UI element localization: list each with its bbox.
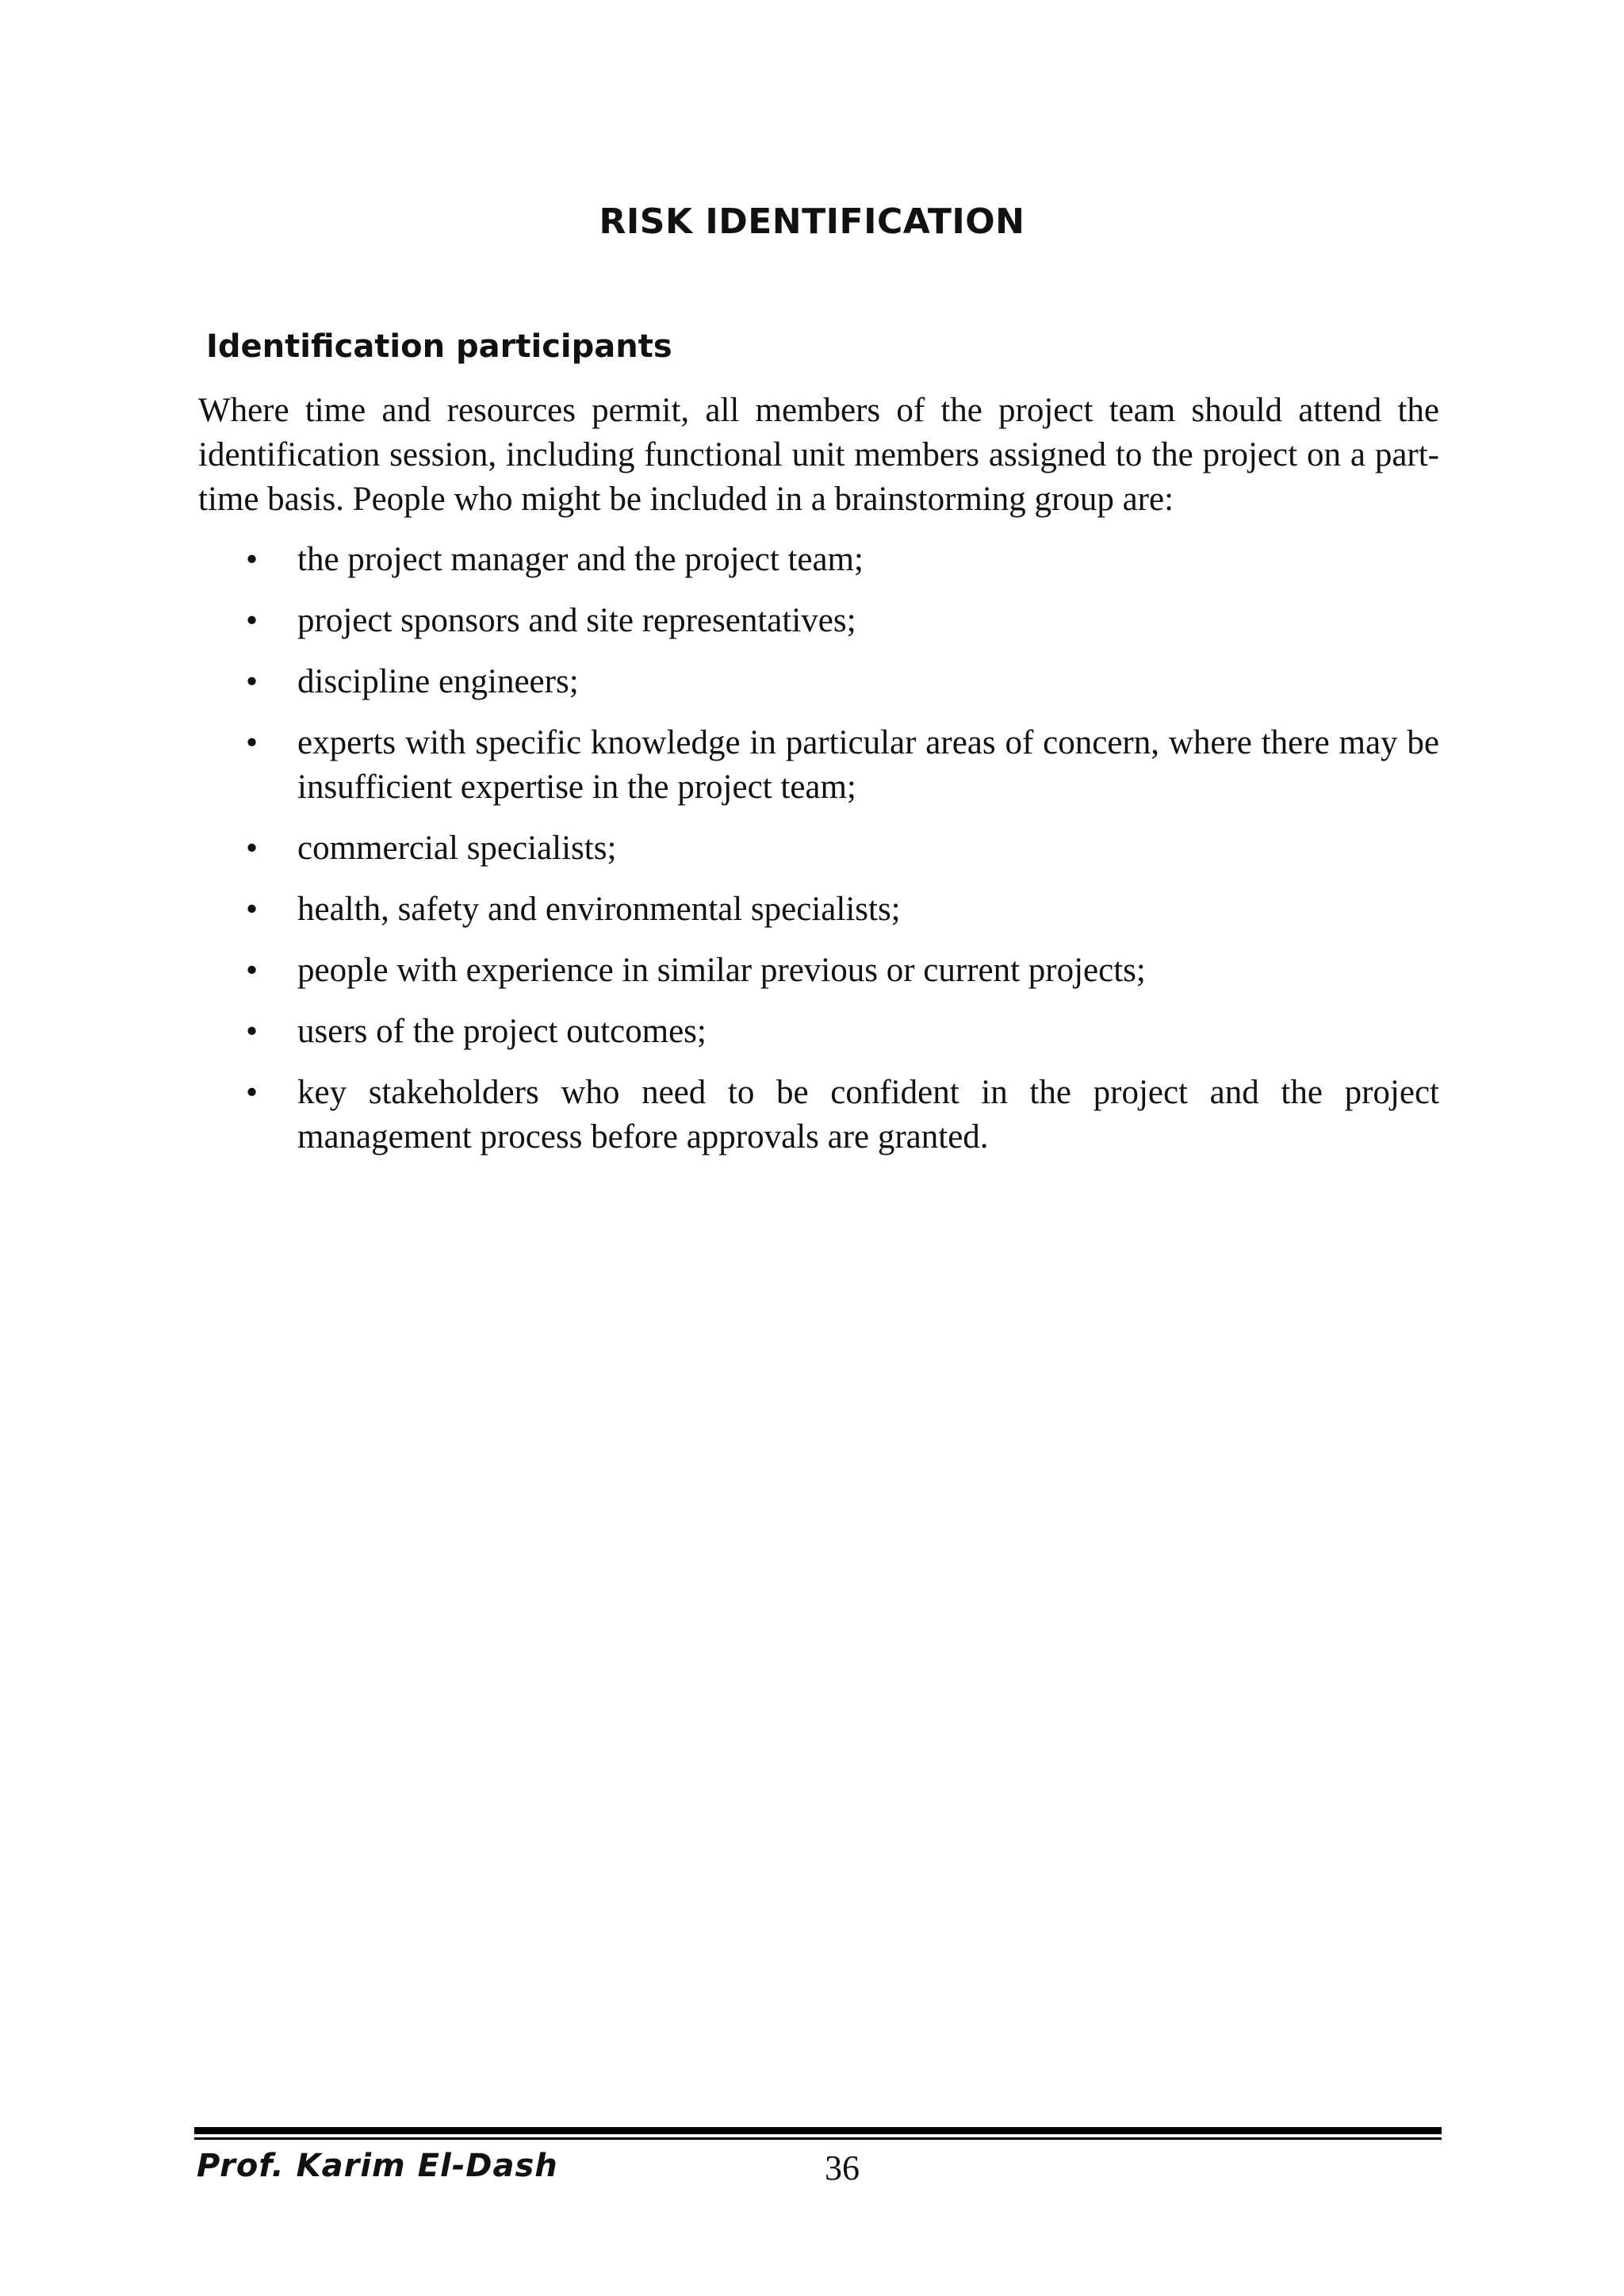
bullet-icon: • bbox=[246, 830, 259, 867]
list-item-text: people with experience in similar previous or current projects; bbox=[297, 952, 1146, 989]
list-item bbox=[198, 721, 1439, 810]
list-item bbox=[198, 1010, 1439, 1054]
body-content bbox=[198, 389, 1439, 1176]
intro-paragraph: Where time and resources permit, all members of the project team should attend the identification session, including functional unit members assigned to the project on a part-time basis. People who might be included in a brainstorming group are: bbox=[198, 392, 1439, 518]
footer-divider-thin bbox=[194, 2137, 1442, 2140]
list-item bbox=[198, 826, 1439, 871]
bullet-icon: • bbox=[246, 952, 259, 989]
list-item-text: experts with specific knowledge in particular areas of concern, where there may be insufficient expertise in the project team; bbox=[297, 724, 1439, 806]
list-item bbox=[198, 660, 1439, 704]
list-item bbox=[198, 599, 1439, 643]
footer-divider-thick bbox=[194, 2127, 1442, 2134]
section-heading: Identification participants bbox=[206, 328, 672, 365]
bullet-icon: • bbox=[246, 663, 259, 700]
bullet-icon: • bbox=[246, 1013, 259, 1050]
list-item-text: the project manager and the project team; bbox=[297, 541, 864, 578]
list-item-text: discipline engineers; bbox=[297, 663, 579, 700]
bullet-icon: • bbox=[246, 602, 259, 639]
bullet-icon: • bbox=[246, 1074, 259, 1111]
page-number: 36 bbox=[825, 2148, 860, 2187]
list-item-text: health, safety and environmental specialists; bbox=[297, 891, 901, 928]
bullet-icon: • bbox=[246, 724, 259, 761]
list-item-text: users of the project outcomes; bbox=[297, 1013, 707, 1050]
page-title: RISK IDENTIFICATION bbox=[599, 201, 1025, 242]
list-item bbox=[198, 949, 1439, 993]
list-item bbox=[198, 887, 1439, 932]
list-item-text: key stakeholders who need to be confident in the project and the project management process before approvals are granted. bbox=[297, 1074, 1439, 1156]
list-item bbox=[198, 538, 1439, 582]
list-item-text: project sponsors and site representatives; bbox=[297, 602, 856, 639]
list-item-text: commercial specialists; bbox=[297, 830, 617, 867]
bullet-icon: • bbox=[246, 891, 259, 928]
bullet-icon: • bbox=[246, 541, 259, 578]
footer-author: Prof. Karim El-Dash bbox=[197, 2148, 558, 2184]
list-item bbox=[198, 1071, 1439, 1159]
participants-list bbox=[198, 538, 1439, 1159]
